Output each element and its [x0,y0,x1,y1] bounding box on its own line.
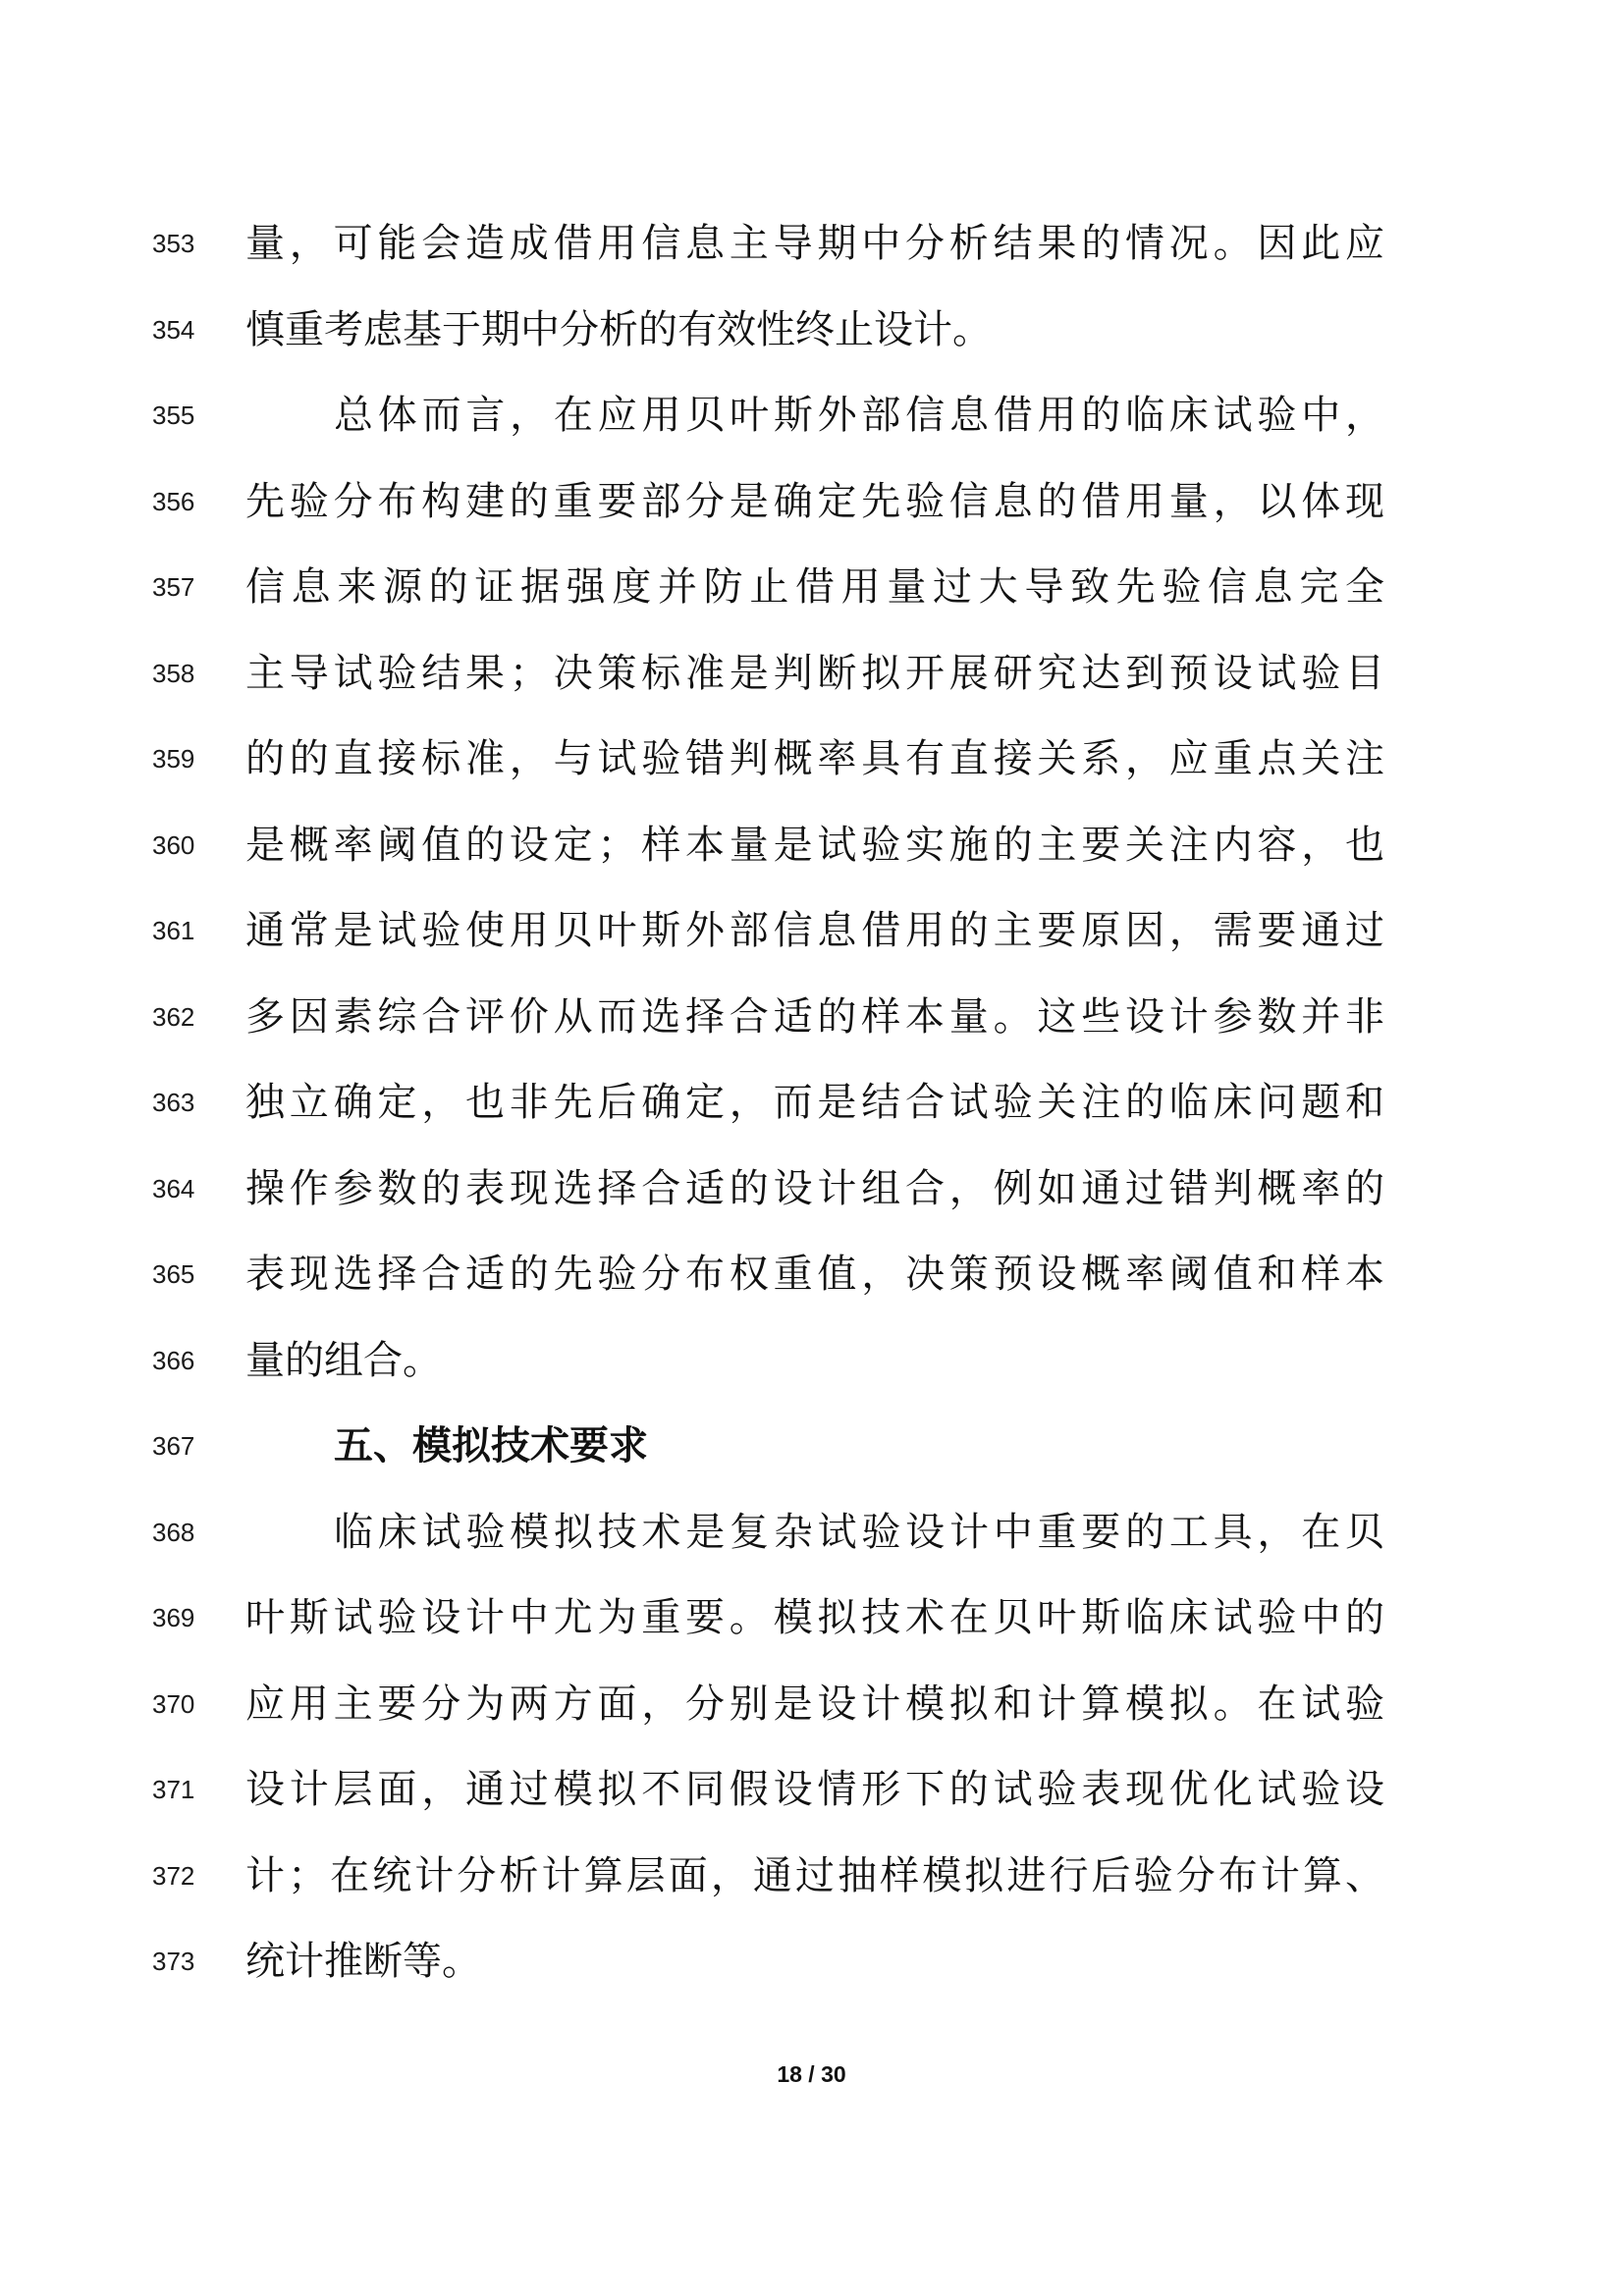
document-line [0,473,1623,560]
document-line [0,301,1623,388]
line-number: 360 [152,829,195,860]
document-line [0,1417,1623,1504]
line-number: 368 [152,1517,195,1547]
line-text: 应用主要分为两方面，分别是设计模拟和计算模拟。在试验 [245,1681,1384,1727]
line-number: 365 [152,1259,195,1289]
line-text: 先验分布构建的重要部分是确定先验信息的借用量，以体现 [245,478,1384,524]
document-line [0,1332,1623,1418]
line-text: 多因素综合评价从而选择合适的样本量。这些设计参数并非 [245,993,1384,1040]
document-line [0,1761,1623,1847]
line-number: 371 [152,1775,195,1804]
document-line [0,902,1623,988]
line-number: 358 [152,658,195,688]
line-number: 357 [152,572,195,602]
paragraph-start-text: 总体而言，在应用贝叶斯外部信息借用的临床试验中， [334,393,1384,438]
document-line [0,1074,1623,1160]
line-number: 355 [152,400,195,430]
line-number: 362 [152,1001,195,1032]
page-indicator: 18 / 30 [777,2061,846,2087]
line-number: 370 [152,1688,195,1719]
line-number: 369 [152,1603,195,1632]
line-number: 356 [152,486,195,516]
line-text: 量，可能会造成借用信息主导期中分析结果的情况。因此应 [245,221,1384,266]
document-line [0,817,1623,903]
line-text: 慎重考虑基于期中分析的有效性终止设计。 [245,306,992,352]
line-number: 366 [152,1345,195,1375]
section-heading: 五、模拟技术要求 [334,1423,648,1468]
document-line [0,1160,1623,1247]
paragraph-start-text: 临床试验模拟技术是复杂试验设计中重要的工具，在贝 [334,1509,1384,1555]
line-number: 372 [152,1860,195,1891]
line-text: 量的组合。 [245,1337,442,1383]
line-text: 信息来源的证据强度并防止借用量过大导致先验信息完全 [245,564,1384,610]
document-line [0,645,1623,731]
line-text: 独立确定，也非先后确定，而是结合试验关注的临床问题和 [245,1080,1384,1125]
document-line [0,387,1623,473]
line-text: 计；在统计分析计算层面，通过抽样模拟进行后验分布计算、 [245,1852,1384,1898]
line-text: 统计推断等。 [245,1939,481,1984]
line-number: 367 [152,1431,195,1461]
document-line [0,215,1623,301]
line-number: 354 [152,314,195,345]
document-line [0,1676,1623,1762]
line-text: 操作参数的表现选择合适的设计组合，例如通过错判概率的 [245,1165,1384,1211]
line-text: 是概率阈值的设定；样本量是试验实施的主要关注内容，也 [245,822,1384,868]
line-text: 通常是试验使用贝叶斯外部信息借用的主要原因，需要通过 [245,908,1384,953]
line-text: 主导试验结果；决策标准是判断拟开展研究达到预设试验目 [245,650,1384,696]
document-line [0,1847,1623,1934]
line-number: 373 [152,1947,195,1976]
line-number: 353 [152,229,195,258]
line-text: 的的直接标准，与试验错判概率具有直接关系，应重点关注 [245,736,1384,781]
line-number: 364 [152,1173,195,1203]
line-number: 363 [152,1088,195,1117]
document-line [0,1246,1623,1332]
line-text: 设计层面，通过模拟不同假设情形下的试验表现优化试验设 [245,1767,1384,1812]
document-body [0,215,1623,2019]
document-line [0,1504,1623,1590]
line-text: 表现选择合适的先验分布权重值，决策预设概率阈值和样本 [245,1252,1384,1297]
line-number: 361 [152,916,195,945]
document-line [0,988,1623,1075]
document-line [0,1589,1623,1676]
document-line [0,1933,1623,2019]
document-line [0,559,1623,645]
document-line [0,730,1623,817]
line-number: 359 [152,744,195,774]
line-text: 叶斯试验设计中尤为重要。模拟技术在贝叶斯临床试验中的 [245,1595,1384,1640]
